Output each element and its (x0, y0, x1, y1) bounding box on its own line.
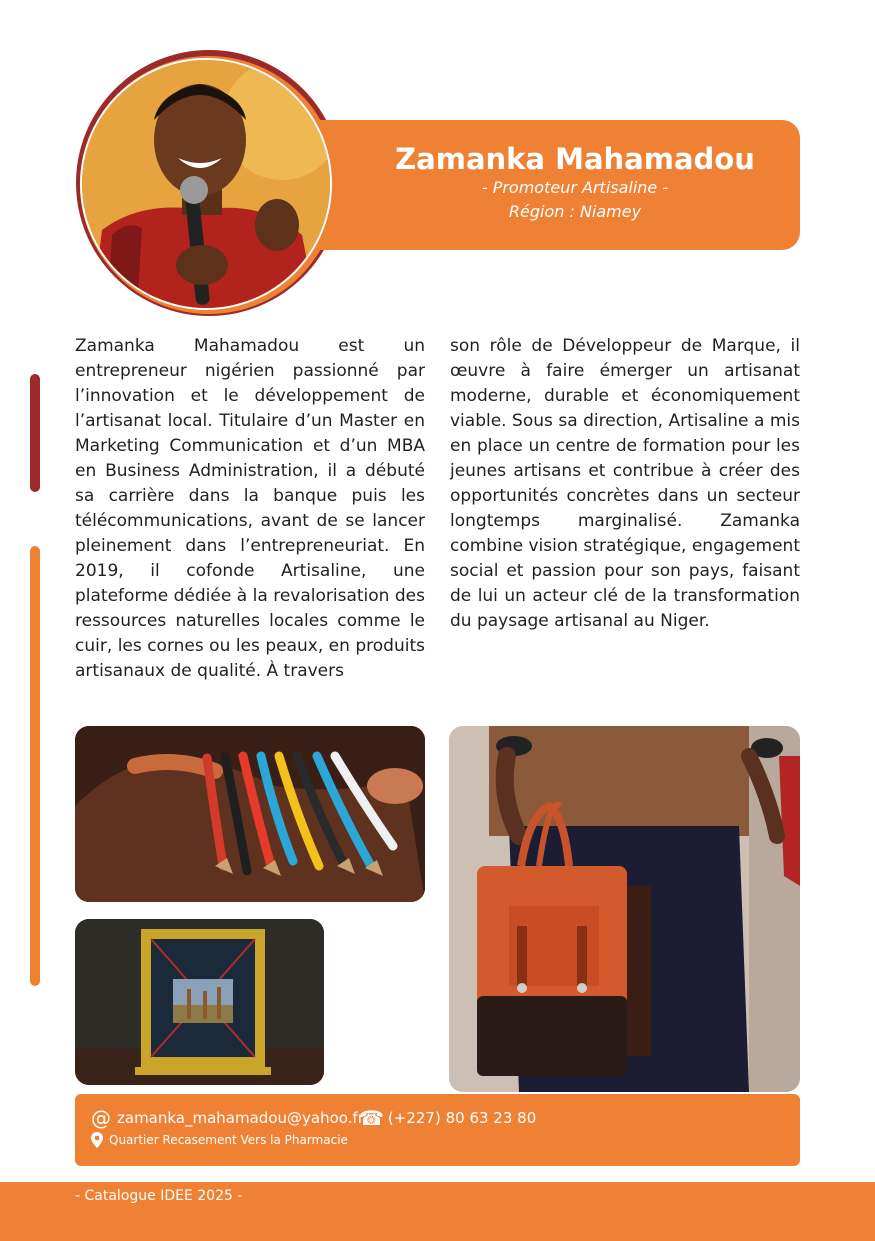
address-text: Quartier Recasement Vers la Pharmacie (109, 1133, 348, 1147)
accent-bar-red (30, 374, 40, 492)
bio-column-right: son rôle de Développeur de Marque, il œuvre à faire émerger un artisanat moderne, durable et économiquement viable. Sous sa direction, Artisaline a mis en place un centre de formation pour les jeunes artisans et contribue à créer des opportunités concrètes dans un secteur longtemps marginalisé. Zamanka combine vision stratégique, engagement social et passion pour son pays, faisant de lui un acteur clé de la transformation du paysage artisanal au Niger. (450, 336, 800, 631)
footer-bar (0, 1182, 875, 1241)
portrait-photo (80, 58, 332, 310)
footer-text: - Catalogue IDEE 2025 - (75, 1188, 243, 1204)
person-name: Zamanka Mahamadou (395, 142, 755, 176)
email-text[interactable]: zamanka_mahamadou@yahoo.fr (117, 1109, 364, 1127)
name-block (380, 142, 770, 224)
bio-column-left: Zamanka Mahamadou est un entrepreneur nigérien passionné par l’innovation et le développement de l’artisanat local. Titulaire d’un Master en Marketing Communication et d’un MBA en Business Administration, il a débuté sa carrière dans la banque puis les télécommunications, avant de se lancer pleinement dans l’entrepreneuriat. En 2019, il cofonde Artisaline, une plateforme dédiée à la revalorisation des ressources naturelles locales comme le cuir, les cornes ou les peaux, en produits artisanaux de qualité. À travers (75, 336, 425, 681)
phone-text[interactable]: (+227) 80 63 23 80 (387, 1109, 537, 1127)
contact-email (91, 1108, 364, 1128)
accent-bar-orange (30, 546, 40, 986)
photo-leather-bag (449, 726, 800, 1092)
contact-phone (359, 1108, 536, 1128)
contact-box (75, 1094, 800, 1166)
at-icon: @ (91, 1106, 111, 1130)
person-region: Région : Niamey (508, 202, 642, 221)
person-role: - Promoteur Artisaline - (481, 178, 669, 197)
photo-giraffe-frame (75, 919, 324, 1085)
phone-icon: ☎ (359, 1106, 384, 1130)
location-pin-icon (91, 1132, 103, 1148)
contact-address (91, 1132, 348, 1148)
photo-leather-bracelets (75, 726, 425, 902)
